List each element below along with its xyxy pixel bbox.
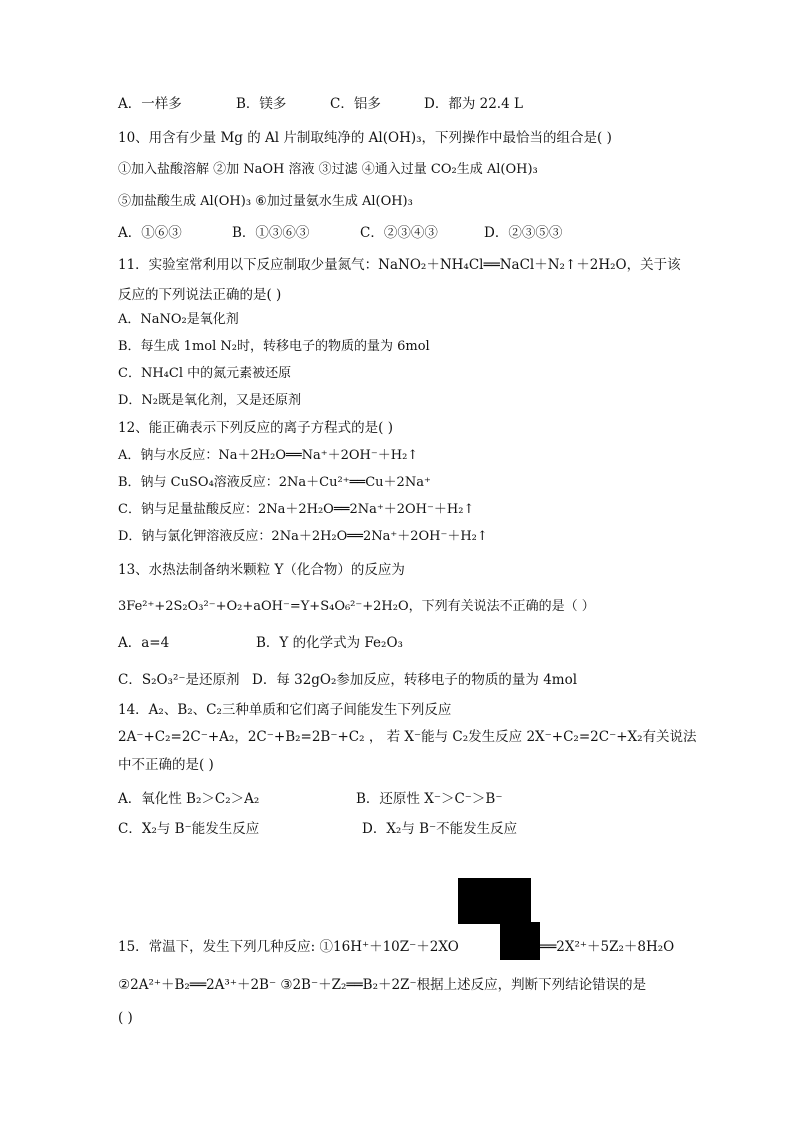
q15-stem-part1: 15．常温下，发生下列几种反应: ①16H⁺＋10Z⁻＋2XO: [118, 939, 459, 955]
q11-option-b: B．每生成 1mol N₂时，转移电子的物质的量为 6mol: [118, 339, 430, 354]
q14-option-c: C．X₂与 B⁻能发生反应: [118, 821, 260, 837]
q10-option-a: A．①⑥③: [118, 225, 182, 241]
q11-option-d: D．N₂既是氧化剂，又是还原剂: [118, 393, 302, 408]
q12-option-c: C．钠与足量盐酸反应：2Na＋2H₂O══2Na⁺＋2OH⁻＋H₂↑: [118, 502, 475, 517]
q14-stem-line3: 中不正确的是( ): [118, 757, 214, 773]
q11-stem-line2: 反应的下列说法正确的是( ): [118, 287, 282, 303]
redacted-block: [458, 878, 531, 924]
redacted-block-lower: [500, 922, 540, 960]
q14-option-b: B．还原性 X⁻＞C⁻＞B⁻: [356, 791, 503, 807]
q11-option-a: A．NaNO₂是氧化剂: [118, 312, 239, 327]
q15-line3: ( ): [118, 1010, 133, 1026]
q12-stem: 12、能正确表示下列反应的离子方程式的是( ): [118, 420, 394, 436]
q15-stem-part2: ══2X²⁺＋5Z₂＋8H₂O: [540, 939, 675, 955]
q13-option-c: C．S₂O₃²⁻是还原剂: [118, 672, 240, 688]
q14-option-a: A．氧化性 B₂＞C₂＞A₂: [118, 791, 260, 807]
q9-option-a: A．一样多: [118, 96, 182, 112]
q13-option-b: B．Y 的化学式为 Fe₂O₃: [256, 635, 403, 651]
q12-option-b: B．钠与 CuSO₄溶液反应：2Na＋Cu²⁺══Cu＋2Na⁺: [118, 475, 431, 490]
q14-stem-line1: 14．A₂、B₂、C₂三种单质和它们离子间能发生下列反应: [118, 702, 452, 718]
q15-line2: ②2A²⁺＋B₂══2A³⁺＋2B⁻ ③2B⁻＋Z₂══B₂＋2Z⁻根据上述反应，判断下列结论错误的是: [118, 977, 647, 993]
q11-stem-line1: 11．实验室常利用以下反应制取少量氮气：NaNO₂＋NH₄Cl══NaCl＋N₂↑＋2H₂O，关于该: [118, 257, 681, 273]
q10-stem: 10、用含有少量 Mg 的 Al 片制取纯净的 Al(OH)₃，下列操作中最恰当的组合是( ): [118, 130, 612, 146]
q9-option-d: D．都为 22.4 L: [424, 96, 523, 112]
q10-option-c: C．②③④③: [360, 225, 438, 241]
q13-stem-line1: 13、水热法制备纳米颗粒 Y（化合物）的反应为: [118, 562, 405, 578]
q13-stem-line2: 3Fe²⁺+2S₂O₃²⁻+O₂+aOH⁻=Y+S₄O₆²⁻+2H₂O，下列有关说法不正确的是（ ）: [118, 599, 595, 614]
q14-stem-line2: 2A⁻+C₂=2C⁻+A₂，2C⁻+B₂=2B⁻+C₂ ， 若 X⁻能与 C₂发生反应 2X⁻+C₂=2C⁻+X₂有关说法: [118, 729, 697, 745]
q12-option-d: D．钠与氯化钾溶液反应：2Na＋2H₂O══2Na⁺＋2OH⁻＋H₂↑: [118, 529, 488, 544]
q11-option-c: C．NH₄Cl 中的氮元素被还原: [118, 366, 292, 381]
q10-steps-line1: ①加入盐酸溶解 ②加 NaOH 溶液 ③过滤 ④通入过量 CO₂生成 Al(OH)₃: [118, 162, 538, 177]
q10-option-d: D．②③⑤③: [484, 225, 563, 241]
q9-option-c: C．铝多: [330, 96, 381, 112]
q13-option-a: A．a=4: [118, 635, 170, 651]
q14-option-d: D．X₂与 B⁻不能发生反应: [362, 821, 518, 837]
q9-option-b: B．镁多: [236, 96, 287, 112]
q10-option-b: B．①③⑥③: [232, 225, 310, 241]
q13-option-d: D．每 32gO₂参加反应，转移电子的物质的量为 4mol: [252, 672, 578, 688]
q10-steps-line2: ⑤加盐酸生成 Al(OH)₃ ⑥加过量氨水生成 Al(OH)₃: [118, 194, 413, 209]
q12-option-a: A．钠与水反应：Na＋2H₂O══Na⁺＋2OH⁻＋H₂↑: [118, 448, 419, 463]
